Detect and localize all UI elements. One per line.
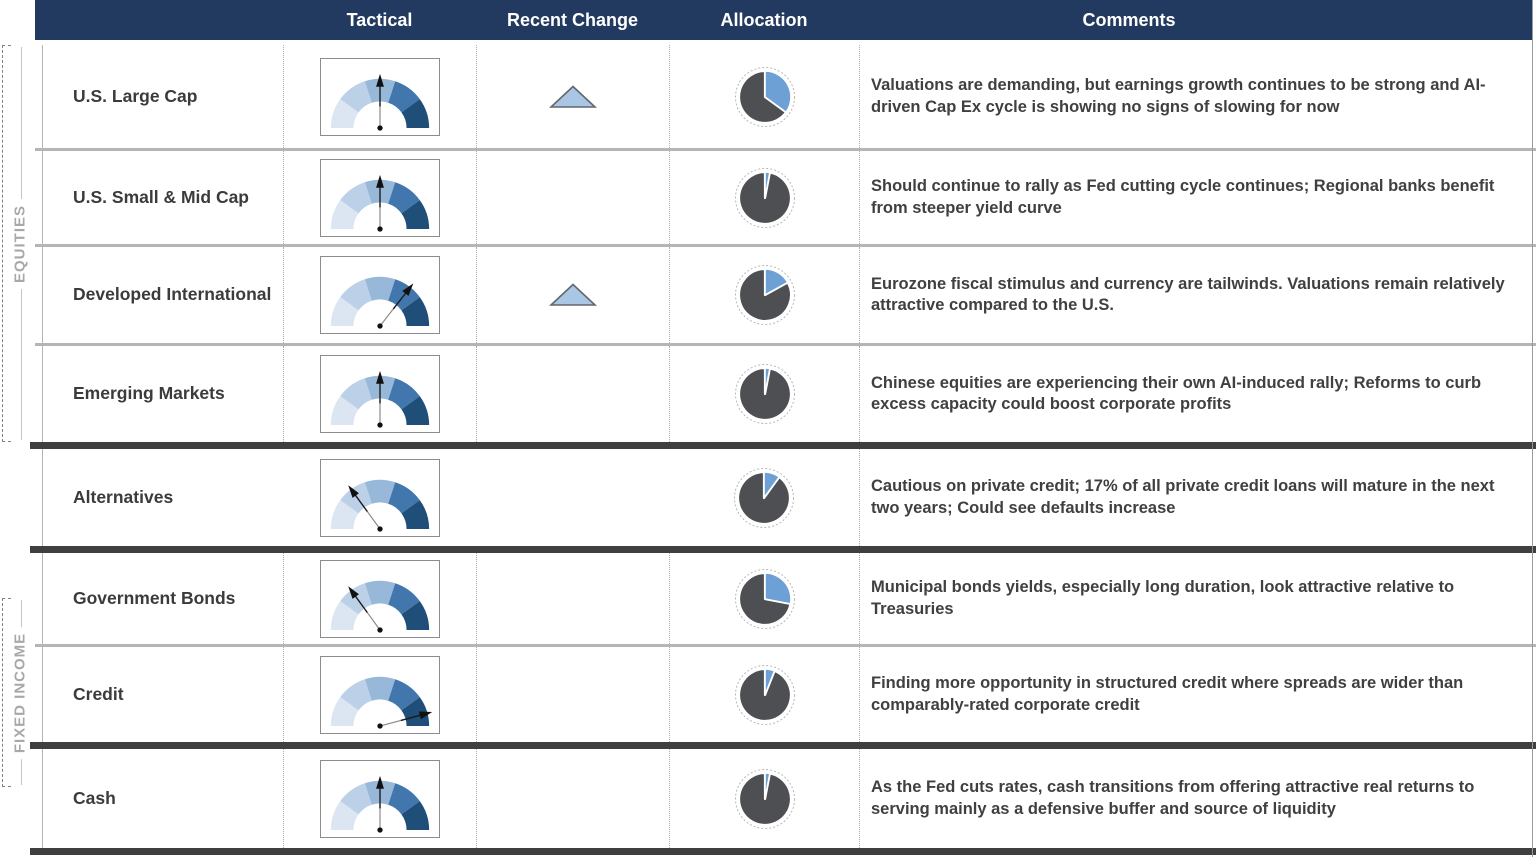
tactical-gauge xyxy=(320,355,440,433)
allocation-pie-icon xyxy=(734,664,796,726)
recent-change-cell xyxy=(476,553,669,644)
allocation-pie-cell xyxy=(669,151,859,244)
tactical-gauge-icon xyxy=(322,360,438,432)
recent-change-cell xyxy=(476,346,669,442)
table-row xyxy=(0,346,1536,442)
group-rail-fixed-income xyxy=(0,598,40,787)
tactical-gauge xyxy=(320,459,440,537)
comment-text: As the Fed cuts rates, cash transitions from offering attractive real returns to serving mainly as a defensive buffer and source of liquidity xyxy=(859,749,1536,848)
tactical-gauge-cell xyxy=(283,749,476,848)
increase-triangle-icon xyxy=(549,84,597,110)
comment-text: Cautious on private credit; 17% of all private credit loans will mature in the next two years; Could see defaults increase xyxy=(859,449,1536,546)
asset-class-label: Alternatives xyxy=(42,449,283,546)
allocation-pie-icon xyxy=(734,167,796,229)
tactical-gauge-icon xyxy=(322,765,438,837)
group-label-equities: EQUITIES xyxy=(12,198,29,288)
fixed-income-bracket xyxy=(2,598,11,787)
table-row xyxy=(0,553,1536,644)
tactical-gauge xyxy=(320,256,440,334)
group-rail-equities xyxy=(0,45,40,442)
comment-text: Municipal bonds yields, especially long duration, look attractive relative to Treasuries xyxy=(859,553,1536,644)
table-header xyxy=(35,0,1532,40)
comment-text: Eurozone fiscal stimulus and currency are tailwinds. Valuations remain relatively attractive compared to the U.S. xyxy=(859,247,1536,343)
header-recent-change: Recent Change xyxy=(506,9,639,30)
asset-class-label: Developed International xyxy=(42,247,283,343)
allocation-pie-cell xyxy=(669,449,859,546)
asset-class-label: Emerging Markets xyxy=(42,346,283,442)
table-row xyxy=(0,749,1536,848)
allocation-pie-icon xyxy=(734,768,796,830)
allocation-pie-cell xyxy=(669,346,859,442)
recent-change-cell xyxy=(476,45,669,148)
thick-section-divider xyxy=(30,442,1536,449)
recent-change-cell xyxy=(476,151,669,244)
table-body xyxy=(0,45,1536,855)
tactical-gauge xyxy=(320,560,440,638)
allocation-pie-icon xyxy=(733,467,795,529)
tactical-gauge-icon xyxy=(322,464,438,536)
comment-text: Should continue to rally as Fed cutting cycle continues; Regional banks benefit from steeper yield curve xyxy=(859,151,1536,244)
table-right-border xyxy=(1532,0,1533,857)
tactical-gauge-icon xyxy=(322,261,438,333)
increase-triangle-icon xyxy=(549,282,597,308)
tactical-gauge-cell xyxy=(283,647,476,742)
tactical-gauge-icon xyxy=(322,63,438,135)
allocation-pie-cell xyxy=(669,749,859,848)
tactical-gauge xyxy=(320,58,440,136)
header-tactical: Tactical xyxy=(346,9,413,30)
allocation-pie-icon xyxy=(734,568,796,630)
tactical-gauge xyxy=(320,159,440,237)
tactical-gauge-icon xyxy=(322,661,438,733)
tactical-gauge xyxy=(320,656,440,734)
asset-class-label: U.S. Large Cap xyxy=(42,45,283,148)
tactical-gauge-icon xyxy=(322,164,438,236)
header-allocation: Allocation xyxy=(720,9,808,30)
allocation-pie-cell xyxy=(669,553,859,644)
allocation-pie-cell xyxy=(669,247,859,343)
thick-section-divider xyxy=(30,546,1536,553)
recent-change-cell xyxy=(476,449,669,546)
table-row xyxy=(0,449,1536,546)
table-row xyxy=(0,247,1536,343)
thick-section-divider xyxy=(30,742,1536,749)
recent-change-cell xyxy=(476,647,669,742)
asset-class-label: Cash xyxy=(42,749,283,848)
comment-text: Finding more opportunity in structured credit where spreads are wider than comparably-rated corporate credit xyxy=(859,647,1536,742)
table-row xyxy=(0,45,1536,148)
tactical-gauge xyxy=(320,760,440,838)
table-row xyxy=(0,151,1536,244)
thick-section-divider xyxy=(30,848,1536,855)
tactical-gauge-cell xyxy=(283,449,476,546)
asset-class-label: U.S. Small & Mid Cap xyxy=(42,151,283,244)
comment-text: Chinese equities are experiencing their own AI-induced rally; Reforms to curb excess capacity could boost corporate profits xyxy=(859,346,1536,442)
header-comments: Comments xyxy=(1082,9,1176,30)
allocation-pie-cell xyxy=(669,45,859,148)
asset-class-label: Government Bonds xyxy=(42,553,283,644)
recent-change-cell xyxy=(476,247,669,343)
tactical-gauge-cell xyxy=(283,553,476,644)
asset-class-label: Credit xyxy=(42,647,283,742)
group-rail-cell xyxy=(0,449,42,546)
recent-change-cell xyxy=(476,749,669,848)
allocation-pie-icon xyxy=(734,66,796,128)
group-label-fixed-income: FIXED INCOME xyxy=(12,626,29,758)
tactical-gauge-cell xyxy=(283,45,476,148)
tactical-gauge-cell xyxy=(283,247,476,343)
table-row xyxy=(0,647,1536,742)
allocation-pie-icon xyxy=(734,264,796,326)
comment-text: Valuations are demanding, but earnings growth continues to be strong and AI-driven Cap Ex cycle is showing no signs of slowing for now xyxy=(859,45,1536,148)
allocation-pie-icon xyxy=(734,363,796,425)
tactical-gauge-cell xyxy=(283,346,476,442)
allocation-pie-cell xyxy=(669,647,859,742)
tactical-gauge-cell xyxy=(283,151,476,244)
tactical-gauge-icon xyxy=(322,565,438,637)
equities-bracket xyxy=(2,45,11,442)
